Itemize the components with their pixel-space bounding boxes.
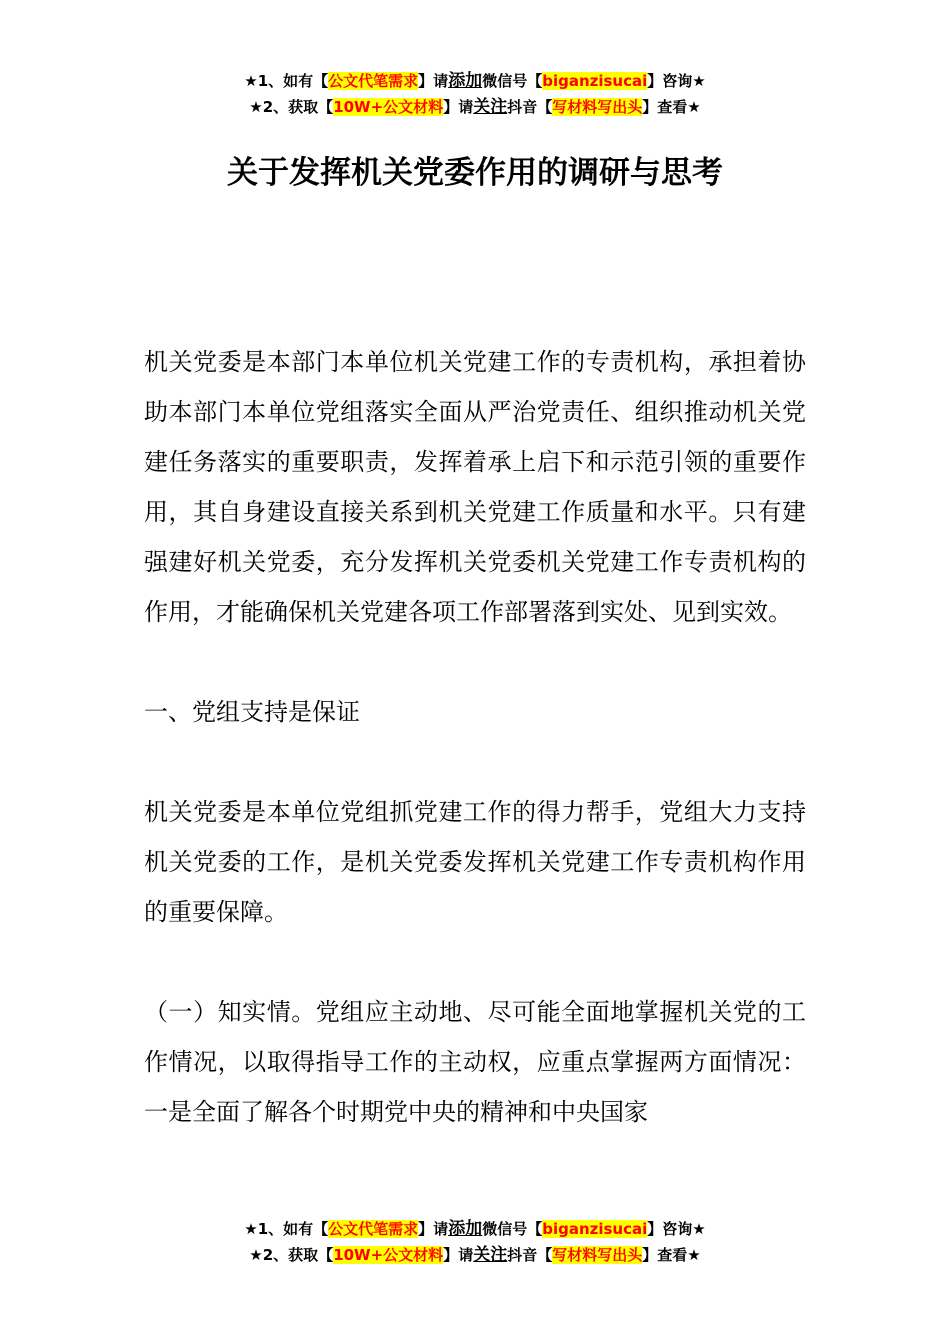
banner-highlight-materials: 10W+公文材料 [333, 98, 444, 116]
banner-text: 】请 [418, 1220, 449, 1238]
paragraph-intro: 机关党委是本部门本单位机关党建工作的专责机构，承担着协助本部门本单位党组落实全面从严治党责任、组织推动机关党建任务落实的重要职责，发挥着承上启下和示范引领的重要作用，其自身建设直接关系到机关党建工作质量和水平。只有建强建好机关党委，充分发挥机关党委机关党建工作专责机构的作用，才能确保机关党建各项工作部署落到实处、见到实效。 [144, 348, 806, 626]
banner-underlined-text: 关注 [473, 1245, 508, 1265]
banner-underlined-text: 关注 [473, 97, 508, 117]
document-body [144, 337, 806, 1137]
banner-text: 抖音【 [507, 98, 553, 116]
banner-text: 微信号【 [482, 72, 543, 90]
banner-highlight-douyin-id: 写材料写出头 [552, 1246, 643, 1264]
paragraph-section-1: 机关党委是本单位党组抓党建工作的得力帮手，党组大力支持机关党委的工作，是机关党委发挥机关党建工作专责机构作用的重要保障。 [144, 798, 806, 926]
banner-text: 】查看★ [642, 98, 701, 116]
banner-text: 】请 [443, 1246, 474, 1264]
banner-text: ★2、获取【 [249, 98, 334, 116]
banner-text: ★1、如有【 [244, 72, 329, 90]
banner-text: ★2、获取【 [249, 1246, 334, 1264]
banner-underlined-text: 添加 [448, 71, 483, 91]
banner-text: ★1、如有【 [244, 1220, 329, 1238]
header-banner [0, 68, 950, 120]
banner-text: 】咨询★ [647, 1220, 706, 1238]
footer-banner-line-2 [0, 1242, 950, 1268]
header-banner-line-1 [0, 68, 950, 94]
banner-text: 抖音【 [507, 1246, 553, 1264]
banner-highlight-service: 公文代笔需求 [328, 72, 419, 90]
section-heading: 一、党组支持是保证 [144, 698, 360, 726]
footer-banner-line-1 [0, 1216, 950, 1242]
banner-text: 】请 [443, 98, 474, 116]
document-title: 关于发挥机关党委作用的调研与思考 [227, 155, 723, 191]
banner-text: 】查看★ [642, 1246, 701, 1264]
paragraph-subsection-1: （一）知实情。党组应主动地、尽可能全面地掌握机关党的工作情况，以取得指导工作的主动权，应重点掌握两方面情况：一是全面了解各个时期党中央的精神和中央国家 [144, 998, 806, 1126]
footer-banner [0, 1216, 950, 1268]
banner-text: 】咨询★ [647, 72, 706, 90]
banner-underlined-text: 添加 [448, 1219, 483, 1239]
banner-highlight-service: 公文代笔需求 [328, 1220, 419, 1238]
banner-text: 】请 [418, 72, 449, 90]
banner-highlight-douyin-id: 写材料写出头 [552, 98, 643, 116]
banner-highlight-wechat-id: biganzisucai [542, 1220, 648, 1238]
banner-highlight-wechat-id: biganzisucai [542, 72, 648, 90]
header-banner-line-2 [0, 94, 950, 120]
banner-highlight-materials: 10W+公文材料 [333, 1246, 444, 1264]
banner-text: 微信号【 [482, 1220, 543, 1238]
